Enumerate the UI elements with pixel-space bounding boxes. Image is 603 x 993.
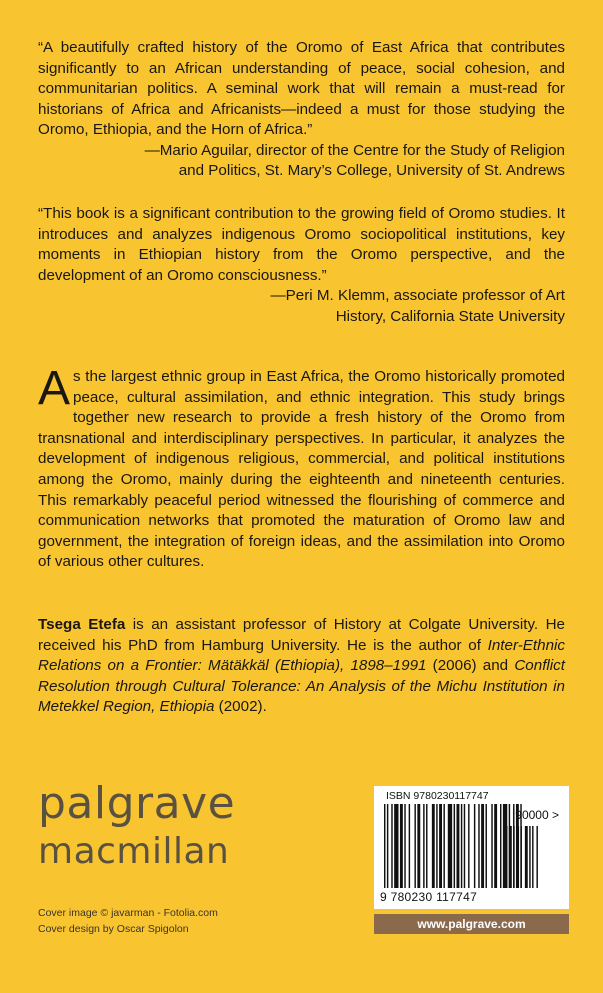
book-title: Conflict Resolution through Cultural Tolerance: An Analysis of the Michu Institution in Metekkel Region, Ethiopia bbox=[38, 657, 565, 716]
book-title: Inter-Ethnic Relations on a Frontier: Mätäkkäl (Ethiopia), 1898–1991 bbox=[38, 636, 565, 675]
barcode-box bbox=[374, 786, 569, 909]
author-bio bbox=[38, 615, 565, 718]
description-text: s the largest ethnic group in East Africa, the Oromo historically promoted peace, cultural assimilation, and ethnic integration. This study brings together new research to provide a fresh history of the Oromo from transnational and interdisciplinary perspectives. In particular, it analyzes the development of indigenous religious, commercial, and political institutions among the Oromo, mainly during the eighteenth and nineteenth centuries. This remarkably peaceful period witnessed the flourishing of commerce and communication networks that promoted the maturation of Oromo law and government, the integration of foreign ideas, and the assimilation into Oromo of various other cultures. bbox=[38, 368, 565, 571]
attribution-line: History, California State University bbox=[335, 307, 565, 325]
author-name: Tsega Etefa bbox=[38, 616, 126, 633]
praise-quote-aguilar bbox=[38, 38, 565, 182]
quote-text: “A beautifully crafted history of the Oromo of East Africa that contributes significantly to an African understanding of peace, social cohesion, and communitarian politics. A seminal work that will remain a must-read for historians of Africa and Africanists—indeed a must for those studying the Oromo, Ethiopia, and the Horn of Africa.” bbox=[38, 39, 565, 138]
publisher-logo bbox=[38, 780, 235, 872]
attribution-line: —Mario Aguilar, director of the Centre for the Study of Religion bbox=[144, 141, 565, 159]
attribution-line: —Peri M. Klemm, associate professor of Art bbox=[270, 287, 565, 304]
logo-line-macmillan: macmillan bbox=[38, 831, 230, 872]
isbn-number: 9 780230 117747 bbox=[380, 890, 478, 904]
praise-quote-klemm bbox=[38, 204, 565, 327]
cover-image-credit: Cover image © javarman - Fotolia.com bbox=[38, 907, 218, 919]
quote-attribution bbox=[38, 141, 565, 182]
bio-text: (2006) and bbox=[426, 657, 515, 675]
price-code: 90000 > bbox=[515, 808, 559, 822]
bio-text: is an assistant professor of History at Colgate University. He received his PhD from Hamburg University. He is the author of bbox=[38, 616, 565, 654]
quote-attribution bbox=[38, 286, 565, 327]
drop-cap: A bbox=[38, 362, 71, 415]
attribution-line: and Politics, St. Mary’s College, University of St. Andrews bbox=[178, 162, 565, 179]
quote-text: “This book is a significant contribution to the growing field of Oromo studies. It introduces and analyzes indigenous Oromo sociopolitical institutions, key moments in Ethiopian history from the Oromo perspective, and the development of an Oromo consciousness.” bbox=[38, 205, 565, 284]
isbn-label: ISBN 9780230117747 bbox=[386, 790, 489, 802]
cover-credits bbox=[38, 905, 218, 937]
publisher-url[interactable]: www.palgrave.com bbox=[374, 914, 569, 934]
cover-design-credit: Cover design by Oscar Spigolon bbox=[38, 923, 189, 935]
logo-line-palgrave: palgrave bbox=[38, 778, 236, 829]
bio-text: (2002). bbox=[214, 698, 267, 716]
book-description bbox=[38, 362, 565, 573]
